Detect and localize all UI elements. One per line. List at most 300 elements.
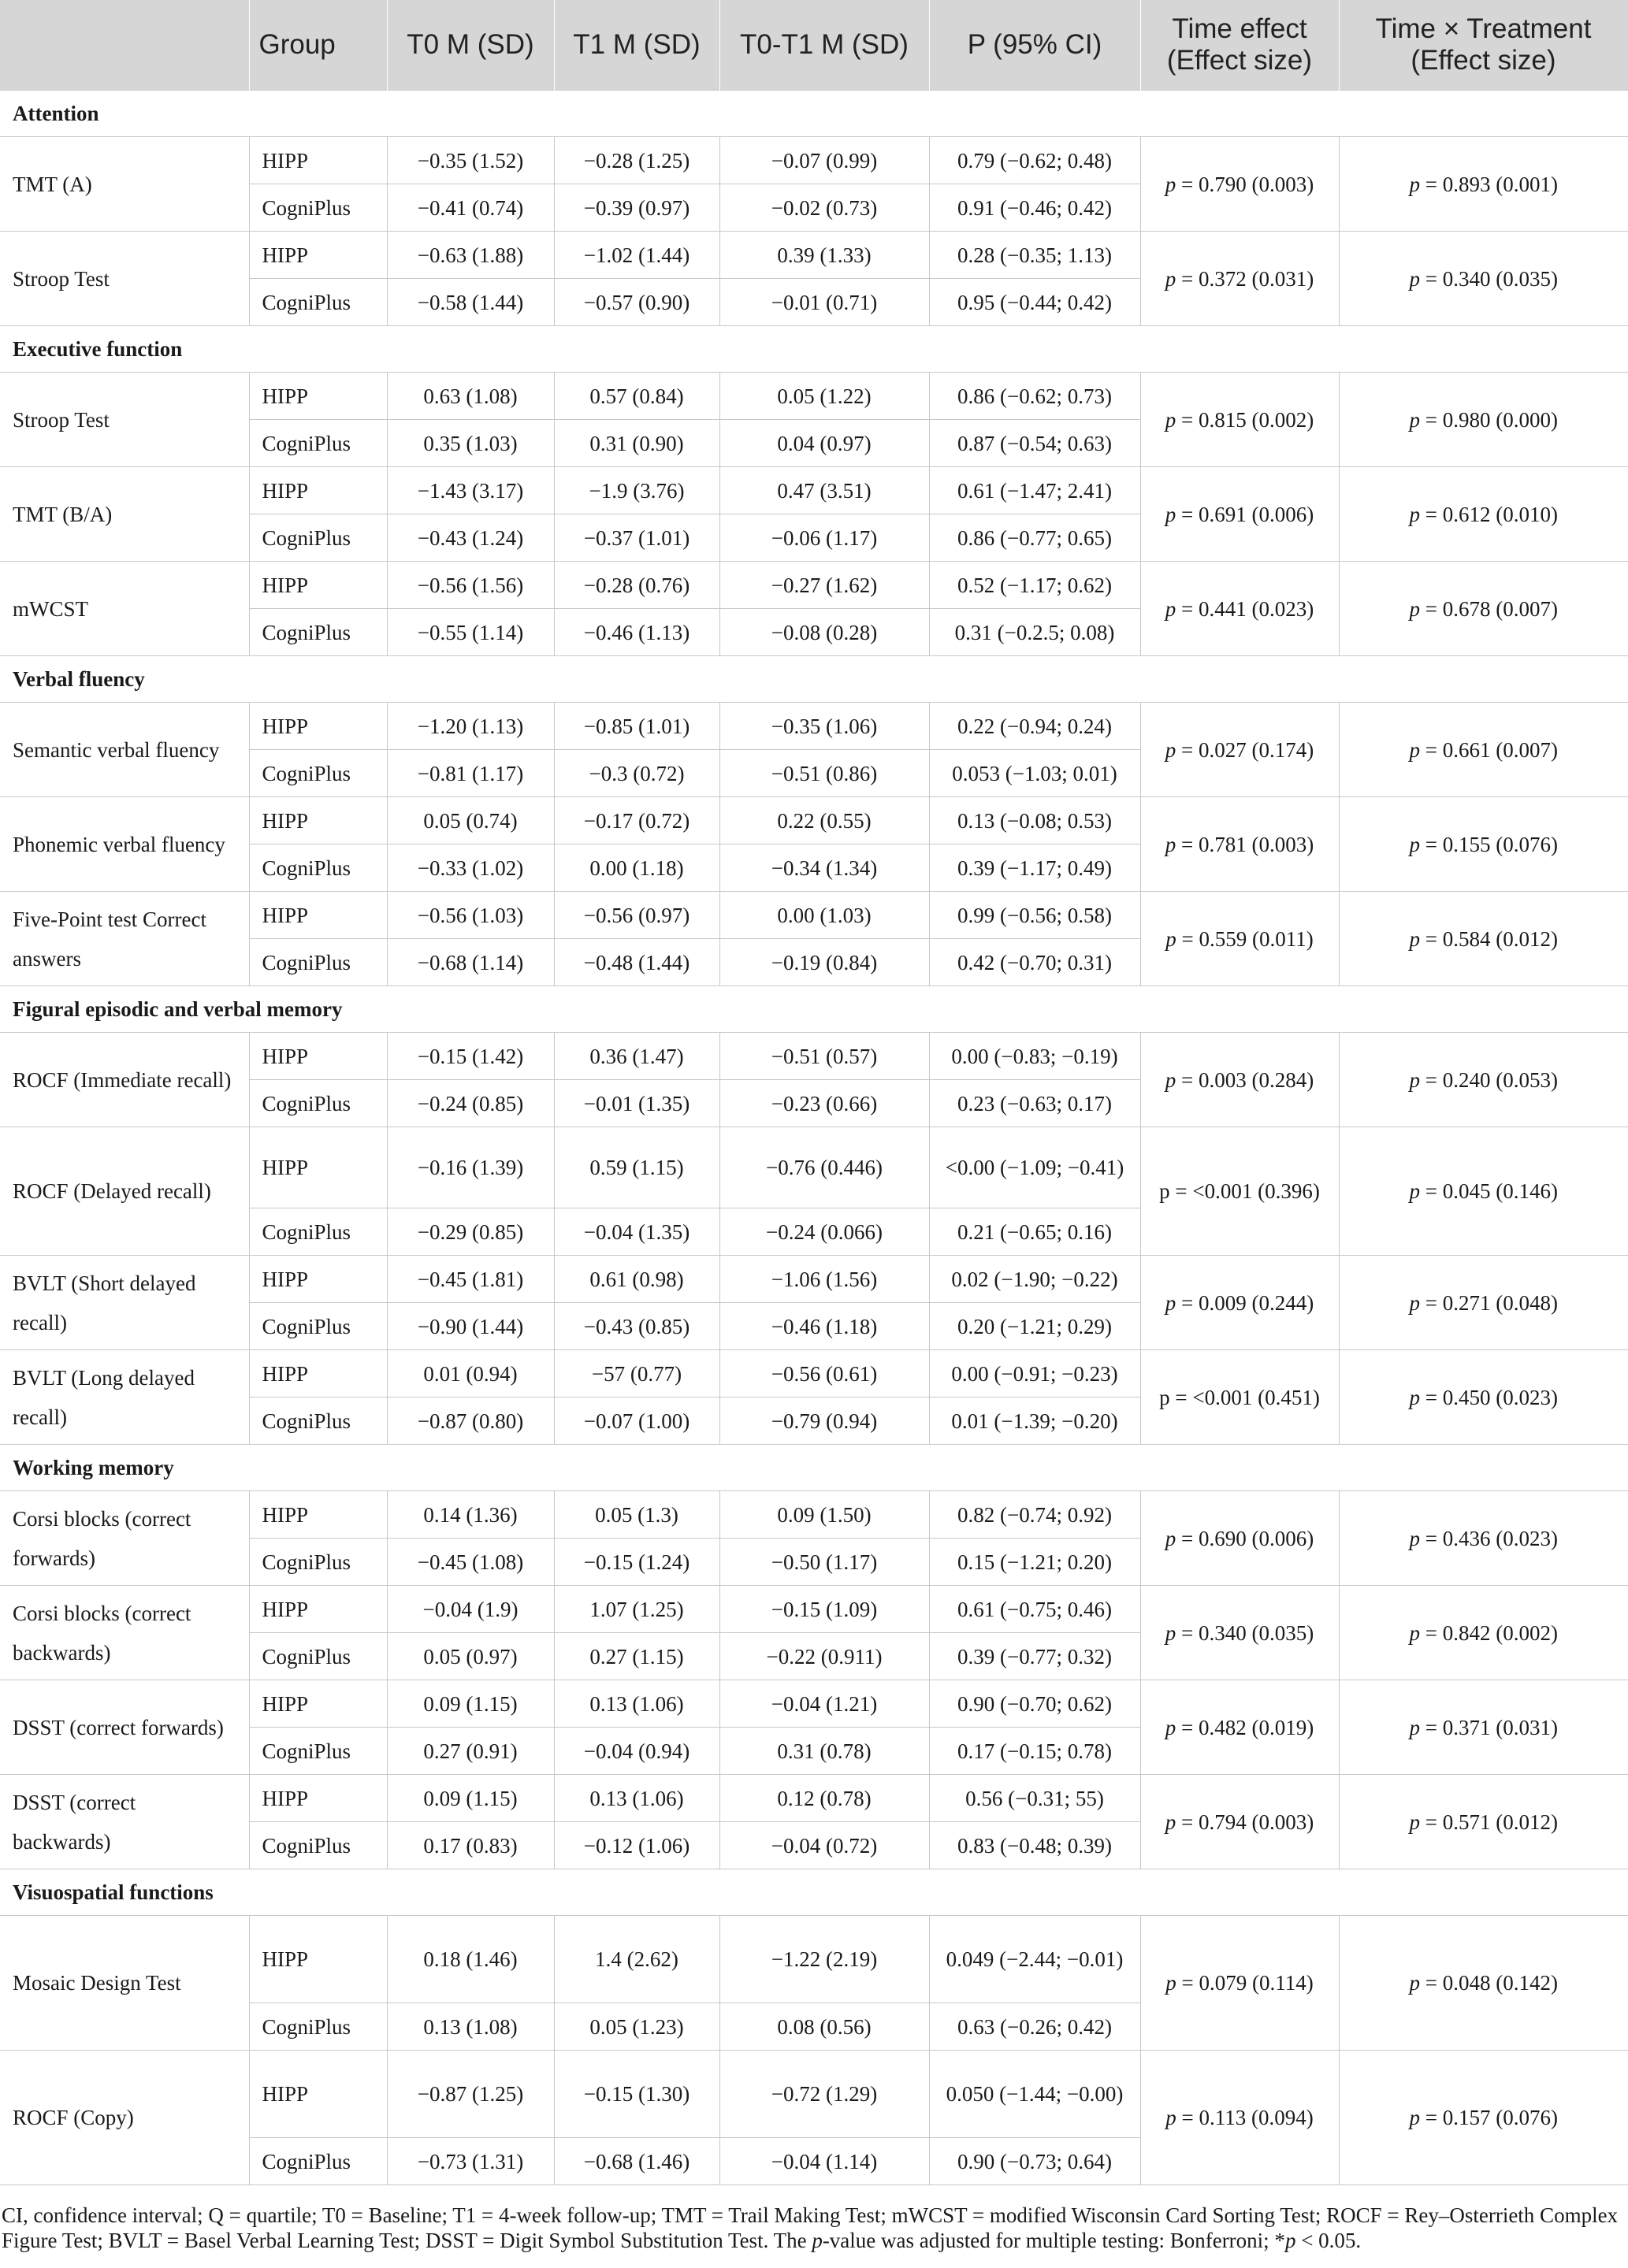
- p-ci-cell: 0.83 (−0.48; 0.39): [929, 1822, 1140, 1869]
- group-cell: HIPP: [249, 1775, 387, 1822]
- header-group: Group: [249, 0, 387, 91]
- p-symbol: p: [1165, 2106, 1176, 2129]
- table-row: [0, 373, 1628, 420]
- interaction-cell: [1339, 1916, 1628, 2051]
- table-row: [0, 1586, 1628, 1633]
- p-symbol: p: [1409, 172, 1421, 196]
- group-cell: CogniPlus: [249, 184, 387, 232]
- time-effect-cell: [1140, 1680, 1339, 1775]
- p-symbol: p: [1165, 1971, 1176, 1995]
- t1-cell: 0.31 (0.90): [554, 420, 719, 467]
- group-cell: HIPP: [249, 1256, 387, 1303]
- table-row: [0, 1033, 1628, 1080]
- diff-cell: −0.35 (1.06): [719, 703, 929, 750]
- time-effect-value: = 0.441 (0.023): [1181, 596, 1314, 621]
- category-row: [0, 326, 1628, 373]
- diff-cell: 0.39 (1.33): [719, 232, 929, 279]
- group-cell: HIPP: [249, 137, 387, 184]
- p-symbol: p: [1409, 1290, 1421, 1315]
- time-effect-value: = 0.113 (0.094): [1181, 2106, 1314, 2129]
- interaction-value: = 0.371 (0.031): [1425, 1715, 1558, 1739]
- group-cell: CogniPlus: [249, 844, 387, 892]
- category-label: Figural episodic and verbal memory: [0, 986, 1628, 1033]
- p-symbol: p: [1165, 502, 1176, 526]
- group-cell: CogniPlus: [249, 1303, 387, 1350]
- table-row: [0, 892, 1628, 939]
- interaction-value: = 0.340 (0.035): [1425, 266, 1558, 291]
- group-cell: HIPP: [249, 892, 387, 939]
- p-symbol: p: [1409, 926, 1421, 951]
- p-ci-cell: 0.22 (−0.94; 0.24): [929, 703, 1140, 750]
- p-ci-cell: 0.39 (−0.77; 0.32): [929, 1633, 1140, 1680]
- group-cell: CogniPlus: [249, 1208, 387, 1256]
- test-name: Mosaic Design Test: [0, 1916, 249, 2051]
- time-effect-cell: [1140, 1491, 1339, 1586]
- diff-cell: −0.08 (0.28): [719, 609, 929, 656]
- time-effect-value: = 0.079 (0.114): [1181, 1971, 1314, 1995]
- diff-cell: −1.06 (1.56): [719, 1256, 929, 1303]
- diff-cell: 0.04 (0.97): [719, 420, 929, 467]
- p-symbol: p: [1159, 1385, 1170, 1409]
- t1-cell: 0.00 (1.18): [554, 844, 719, 892]
- interaction-cell: [1339, 1127, 1628, 1256]
- p-symbol: p: [1409, 1067, 1421, 1092]
- t1-cell: −0.04 (0.94): [554, 1728, 719, 1775]
- p-symbol: p: [1165, 832, 1176, 856]
- interaction-cell: [1339, 1350, 1628, 1445]
- time-effect-cell: [1140, 1256, 1339, 1350]
- p-ci-cell: 0.82 (−0.74; 0.92): [929, 1491, 1140, 1539]
- interaction-value: = 0.661 (0.007): [1425, 737, 1558, 762]
- p-ci-cell: 0.00 (−0.91; −0.23): [929, 1350, 1140, 1398]
- p-ci-cell: 0.86 (−0.77; 0.65): [929, 514, 1140, 562]
- t1-cell: −0.3 (0.72): [554, 750, 719, 797]
- p-ci-cell: 0.21 (−0.65; 0.16): [929, 1208, 1140, 1256]
- test-name: TMT (A): [0, 137, 249, 232]
- t0-cell: −0.41 (0.74): [387, 184, 554, 232]
- group-cell: CogniPlus: [249, 420, 387, 467]
- t0-cell: −0.45 (1.08): [387, 1539, 554, 1586]
- time-effect-cell: [1140, 797, 1339, 892]
- t0-cell: 0.05 (0.97): [387, 1633, 554, 1680]
- time-effect-cell: [1140, 1775, 1339, 1869]
- time-effect-cell: [1140, 1127, 1339, 1256]
- diff-cell: −0.24 (0.066): [719, 1208, 929, 1256]
- t0-cell: −0.16 (1.39): [387, 1127, 554, 1208]
- test-name: Stroop Test: [0, 373, 249, 467]
- t0-cell: −0.45 (1.81): [387, 1256, 554, 1303]
- p-ci-cell: 0.90 (−0.73; 0.64): [929, 2138, 1140, 2185]
- table-footnote: [0, 2203, 1628, 2253]
- p-symbol: p: [1409, 407, 1421, 432]
- t0-cell: −0.56 (1.03): [387, 892, 554, 939]
- table-body: [0, 91, 1628, 2185]
- diff-cell: −0.50 (1.17): [719, 1539, 929, 1586]
- p-symbol: p: [1409, 1971, 1421, 1995]
- group-cell: CogniPlus: [249, 1633, 387, 1680]
- group-cell: CogniPlus: [249, 939, 387, 986]
- t1-cell: −0.46 (1.13): [554, 609, 719, 656]
- t0-cell: −0.81 (1.17): [387, 750, 554, 797]
- t1-cell: 0.05 (1.3): [554, 1491, 719, 1539]
- time-effect-value: = 0.027 (0.174): [1181, 737, 1314, 762]
- interaction-value: = 0.571 (0.012): [1425, 1810, 1558, 1834]
- diff-cell: 0.08 (0.56): [719, 2003, 929, 2051]
- t1-cell: 0.05 (1.23): [554, 2003, 719, 2051]
- table-row: [0, 703, 1628, 750]
- diff-cell: −0.04 (1.14): [719, 2138, 929, 2185]
- p-ci-cell: 0.050 (−1.44; −0.00): [929, 2051, 1140, 2138]
- time-effect-value: = 0.790 (0.003): [1181, 172, 1314, 196]
- category-label: Attention: [0, 91, 1628, 137]
- test-name: mWCST: [0, 562, 249, 656]
- interaction-cell: [1339, 1775, 1628, 1869]
- t1-cell: −0.28 (1.25): [554, 137, 719, 184]
- t0-cell: −1.43 (3.17): [387, 467, 554, 514]
- t1-cell: −0.12 (1.06): [554, 1822, 719, 1869]
- t1-cell: −0.68 (1.46): [554, 2138, 719, 2185]
- diff-cell: −0.04 (1.21): [719, 1680, 929, 1728]
- p-ci-cell: 0.15 (−1.21; 0.20): [929, 1539, 1140, 1586]
- p-symbol: p: [1165, 596, 1176, 621]
- table-header: [0, 0, 1628, 91]
- category-row: [0, 1869, 1628, 1916]
- test-name: DSST (correct forwards): [0, 1680, 249, 1775]
- t1-cell: 1.07 (1.25): [554, 1586, 719, 1633]
- p-ci-cell: 0.91 (−0.46; 0.42): [929, 184, 1140, 232]
- diff-cell: 0.31 (0.78): [719, 1728, 929, 1775]
- category-label: Visuospatial functions: [0, 1869, 1628, 1916]
- t0-cell: 0.01 (0.94): [387, 1350, 554, 1398]
- test-name: ROCF (Copy): [0, 2051, 249, 2185]
- p-symbol: p: [1165, 1810, 1176, 1834]
- diff-cell: −0.79 (0.94): [719, 1398, 929, 1445]
- t0-cell: −0.63 (1.88): [387, 232, 554, 279]
- p-symbol: p: [1409, 596, 1421, 621]
- diff-cell: −1.22 (2.19): [719, 1916, 929, 2003]
- category-row: [0, 1445, 1628, 1491]
- t1-cell: 0.36 (1.47): [554, 1033, 719, 1080]
- group-cell: CogniPlus: [249, 609, 387, 656]
- t0-cell: −0.58 (1.44): [387, 279, 554, 326]
- interaction-value: = 0.271 (0.048): [1425, 1290, 1558, 1315]
- time-effect-cell: [1140, 1916, 1339, 2051]
- group-cell: HIPP: [249, 797, 387, 844]
- table-row: [0, 467, 1628, 514]
- test-name: Phonemic verbal fluency: [0, 797, 249, 892]
- t1-cell: −0.17 (0.72): [554, 797, 719, 844]
- t0-cell: −0.90 (1.44): [387, 1303, 554, 1350]
- group-cell: CogniPlus: [249, 1728, 387, 1775]
- table-row: [0, 137, 1628, 184]
- t0-cell: −0.29 (0.85): [387, 1208, 554, 1256]
- diff-cell: −0.07 (0.99): [719, 137, 929, 184]
- t0-cell: −0.33 (1.02): [387, 844, 554, 892]
- diff-cell: −0.22 (0.911): [719, 1633, 929, 1680]
- interaction-cell: [1339, 1256, 1628, 1350]
- category-label: Verbal fluency: [0, 656, 1628, 703]
- diff-cell: −0.76 (0.446): [719, 1127, 929, 1208]
- interaction-value: = 0.678 (0.007): [1425, 596, 1558, 621]
- group-cell: HIPP: [249, 1680, 387, 1728]
- diff-cell: −0.51 (0.57): [719, 1033, 929, 1080]
- p-symbol: p: [1409, 1179, 1421, 1203]
- table-row: [0, 1127, 1628, 1208]
- interaction-value: = 0.893 (0.001): [1425, 172, 1558, 196]
- t1-cell: −0.07 (1.00): [554, 1398, 719, 1445]
- p-symbol: p: [1165, 1290, 1176, 1315]
- time-effect-cell: [1140, 2051, 1339, 2185]
- t1-cell: −0.01 (1.35): [554, 1080, 719, 1127]
- test-name: DSST (correct backwards): [0, 1775, 249, 1869]
- group-cell: HIPP: [249, 1916, 387, 2003]
- group-cell: CogniPlus: [249, 1080, 387, 1127]
- time-effect-cell: [1140, 373, 1339, 467]
- time-effect-value: = 0.794 (0.003): [1181, 1810, 1314, 1834]
- test-name: Stroop Test: [0, 232, 249, 326]
- t1-cell: −0.04 (1.35): [554, 1208, 719, 1256]
- footnote-text: < 0.05.: [1295, 2229, 1362, 2252]
- interaction-cell: [1339, 1033, 1628, 1127]
- time-effect-value: = 0.340 (0.035): [1181, 1620, 1314, 1645]
- t1-cell: −0.57 (0.90): [554, 279, 719, 326]
- header-t1: T1 M (SD): [554, 0, 719, 91]
- time-effect-cell: [1140, 703, 1339, 797]
- p-ci-cell: 0.00 (−0.83; −0.19): [929, 1033, 1140, 1080]
- table-row: [0, 1680, 1628, 1728]
- group-cell: HIPP: [249, 1127, 387, 1208]
- interaction-value: = 0.450 (0.023): [1425, 1385, 1558, 1409]
- diff-cell: −0.56 (0.61): [719, 1350, 929, 1398]
- header-interaction: Time × Treatment (Effect size): [1339, 0, 1628, 91]
- t0-cell: 0.09 (1.15): [387, 1680, 554, 1728]
- time-effect-value: = 0.372 (0.031): [1181, 266, 1314, 291]
- time-effect-cell: [1140, 1033, 1339, 1127]
- p-ci-cell: 0.87 (−0.54; 0.63): [929, 420, 1140, 467]
- group-cell: CogniPlus: [249, 279, 387, 326]
- t1-cell: −1.9 (3.76): [554, 467, 719, 514]
- group-cell: CogniPlus: [249, 750, 387, 797]
- time-effect-value: = <0.001 (0.451): [1175, 1385, 1320, 1409]
- time-effect-cell: [1140, 467, 1339, 562]
- p-symbol: p: [1165, 1620, 1176, 1645]
- time-effect-cell: [1140, 1586, 1339, 1680]
- p-symbol: p: [1165, 1067, 1176, 1092]
- p-symbol: p: [1409, 266, 1421, 291]
- test-name: Five-Point test Correct answers: [0, 892, 249, 986]
- t1-cell: −0.28 (0.76): [554, 562, 719, 609]
- group-cell: CogniPlus: [249, 1539, 387, 1586]
- category-row: [0, 91, 1628, 137]
- t0-cell: −0.68 (1.14): [387, 939, 554, 986]
- p-symbol: p: [1409, 832, 1421, 856]
- header-t0: T0 M (SD): [387, 0, 554, 91]
- t0-cell: 0.09 (1.15): [387, 1775, 554, 1822]
- p-ci-cell: 0.28 (−0.35; 1.13): [929, 232, 1140, 279]
- interaction-cell: [1339, 797, 1628, 892]
- t1-cell: 0.57 (0.84): [554, 373, 719, 420]
- p-ci-cell: 0.053 (−1.03; 0.01): [929, 750, 1140, 797]
- p-symbol: p: [1165, 172, 1176, 196]
- diff-cell: −0.23 (0.66): [719, 1080, 929, 1127]
- test-name: ROCF (Immediate recall): [0, 1033, 249, 1127]
- header-blank: [0, 0, 249, 91]
- group-cell: CogniPlus: [249, 2003, 387, 2051]
- group-cell: HIPP: [249, 703, 387, 750]
- t1-cell: −0.37 (1.01): [554, 514, 719, 562]
- p-symbol: p: [1159, 1179, 1170, 1203]
- time-effect-value: = <0.001 (0.396): [1175, 1179, 1320, 1203]
- table-row: [0, 2051, 1628, 2138]
- p-ci-cell: 0.86 (−0.62; 0.73): [929, 373, 1140, 420]
- t0-cell: 0.18 (1.46): [387, 1916, 554, 2003]
- interaction-cell: [1339, 1586, 1628, 1680]
- table-row: [0, 1491, 1628, 1539]
- interaction-cell: [1339, 892, 1628, 986]
- p-symbol: p: [1165, 737, 1176, 762]
- diff-cell: 0.00 (1.03): [719, 892, 929, 939]
- p-ci-cell: 0.61 (−1.47; 2.41): [929, 467, 1140, 514]
- p-ci-cell: 0.39 (−1.17; 0.49): [929, 844, 1140, 892]
- diff-cell: 0.12 (0.78): [719, 1775, 929, 1822]
- t1-cell: 0.27 (1.15): [554, 1633, 719, 1680]
- t1-cell: −0.15 (1.30): [554, 2051, 719, 2138]
- category-label: Working memory: [0, 1445, 1628, 1491]
- t1-cell: −0.56 (0.97): [554, 892, 719, 939]
- interaction-cell: [1339, 373, 1628, 467]
- t0-cell: −0.15 (1.42): [387, 1033, 554, 1080]
- footnote-text: Figure Test; BVLT = Basel Verbal Learning Test; DSST = Digit Symbol Substitution Test. The: [2, 2229, 812, 2252]
- table-row: [0, 797, 1628, 844]
- test-name: Corsi blocks (correct backwards): [0, 1586, 249, 1680]
- time-effect-cell: [1140, 137, 1339, 232]
- p-symbol: p: [1165, 407, 1176, 432]
- p-ci-cell: 0.20 (−1.21; 0.29): [929, 1303, 1140, 1350]
- group-cell: HIPP: [249, 1491, 387, 1539]
- diff-cell: 0.22 (0.55): [719, 797, 929, 844]
- group-cell: HIPP: [249, 1586, 387, 1633]
- test-name: TMT (B/A): [0, 467, 249, 562]
- test-name: ROCF (Delayed recall): [0, 1127, 249, 1256]
- t0-cell: −0.24 (0.85): [387, 1080, 554, 1127]
- diff-cell: −0.01 (0.71): [719, 279, 929, 326]
- p-ci-cell: 0.99 (−0.56; 0.58): [929, 892, 1140, 939]
- t1-cell: −0.15 (1.24): [554, 1539, 719, 1586]
- diff-cell: −0.15 (1.09): [719, 1586, 929, 1633]
- interaction-value: = 0.436 (0.023): [1425, 1526, 1558, 1550]
- t0-cell: −0.87 (1.25): [387, 2051, 554, 2138]
- interaction-value: = 0.584 (0.012): [1425, 926, 1558, 951]
- diff-cell: −0.51 (0.86): [719, 750, 929, 797]
- diff-cell: −0.02 (0.73): [719, 184, 929, 232]
- p-symbol: p: [1409, 1620, 1421, 1645]
- p-symbol: p: [1165, 266, 1176, 291]
- time-effect-cell: [1140, 1350, 1339, 1445]
- p-symbol: p: [1165, 926, 1176, 951]
- p-ci-cell: 0.90 (−0.70; 0.62): [929, 1680, 1140, 1728]
- time-effect-cell: [1140, 892, 1339, 986]
- time-effect-value: = 0.781 (0.003): [1181, 832, 1314, 856]
- diff-cell: −0.72 (1.29): [719, 2051, 929, 2138]
- p-symbol: p: [1409, 502, 1421, 526]
- table-row: [0, 1350, 1628, 1398]
- p-ci-cell: 0.56 (−0.31; 55): [929, 1775, 1140, 1822]
- group-cell: HIPP: [249, 2051, 387, 2138]
- test-name: Corsi blocks (correct forwards): [0, 1491, 249, 1586]
- category-row: [0, 986, 1628, 1033]
- table-row: [0, 1775, 1628, 1822]
- header-p-ci: P (95% CI): [929, 0, 1140, 91]
- p-symbol: p: [1165, 1526, 1176, 1550]
- p-ci-cell: 0.02 (−1.90; −0.22): [929, 1256, 1140, 1303]
- t0-cell: 0.35 (1.03): [387, 420, 554, 467]
- footnote-line-2: [0, 2228, 1628, 2253]
- interaction-cell: [1339, 562, 1628, 656]
- t1-cell: 0.13 (1.06): [554, 1680, 719, 1728]
- diff-cell: −0.19 (0.84): [719, 939, 929, 986]
- p-symbol: p: [1409, 737, 1421, 762]
- time-effect-value: = 0.815 (0.002): [1181, 407, 1314, 432]
- interaction-cell: [1339, 232, 1628, 326]
- t1-cell: 0.59 (1.15): [554, 1127, 719, 1208]
- time-effect-value: = 0.482 (0.019): [1181, 1715, 1314, 1739]
- footnote-text: -value was adjusted for multiple testing: Bonferroni; *: [822, 2229, 1285, 2252]
- diff-cell: 0.05 (1.22): [719, 373, 929, 420]
- header-time-effect: Time effect (Effect size): [1140, 0, 1339, 91]
- t1-cell: −57 (0.77): [554, 1350, 719, 1398]
- t0-cell: −0.73 (1.31): [387, 2138, 554, 2185]
- p-symbol: p: [1409, 1810, 1421, 1834]
- interaction-value: = 0.157 (0.076): [1425, 2106, 1558, 2129]
- t0-cell: 0.13 (1.08): [387, 2003, 554, 2051]
- diff-cell: −0.34 (1.34): [719, 844, 929, 892]
- p-ci-cell: 0.17 (−0.15; 0.78): [929, 1728, 1140, 1775]
- test-name: BVLT (Long delayed recall): [0, 1350, 249, 1445]
- interaction-cell: [1339, 2051, 1628, 2185]
- p-symbol: p: [1409, 1385, 1421, 1409]
- interaction-value: = 0.980 (0.000): [1425, 407, 1558, 432]
- diff-cell: −0.46 (1.18): [719, 1303, 929, 1350]
- t1-cell: 0.13 (1.06): [554, 1775, 719, 1822]
- interaction-cell: [1339, 137, 1628, 232]
- p-ci-cell: 0.63 (−0.26; 0.42): [929, 2003, 1140, 2051]
- t1-cell: 1.4 (2.62): [554, 1916, 719, 2003]
- header-diff: T0-T1 M (SD): [719, 0, 929, 91]
- interaction-value: = 0.048 (0.142): [1425, 1971, 1558, 1995]
- p-ci-cell: 0.23 (−0.63; 0.17): [929, 1080, 1140, 1127]
- interaction-cell: [1339, 703, 1628, 797]
- p-ci-cell: 0.049 (−2.44; −0.01): [929, 1916, 1140, 2003]
- p-symbol: p: [1165, 1715, 1176, 1739]
- p-ci-cell: 0.31 (−0.2.5; 0.08): [929, 609, 1140, 656]
- category-row: [0, 656, 1628, 703]
- time-effect-value: = 0.559 (0.011): [1181, 926, 1314, 951]
- p-ci-cell: <0.00 (−1.09; −0.41): [929, 1127, 1140, 1208]
- time-effect-value: = 0.691 (0.006): [1181, 502, 1314, 526]
- group-cell: CogniPlus: [249, 1398, 387, 1445]
- t0-cell: −0.87 (0.80): [387, 1398, 554, 1445]
- p-ci-cell: 0.52 (−1.17; 0.62): [929, 562, 1140, 609]
- t0-cell: −0.04 (1.9): [387, 1586, 554, 1633]
- p-ci-cell: 0.95 (−0.44; 0.42): [929, 279, 1140, 326]
- interaction-value: = 0.155 (0.076): [1425, 832, 1558, 856]
- t1-cell: −0.43 (0.85): [554, 1303, 719, 1350]
- category-label: Executive function: [0, 326, 1628, 373]
- p-ci-cell: 0.61 (−0.75; 0.46): [929, 1586, 1140, 1633]
- group-cell: HIPP: [249, 562, 387, 609]
- t0-cell: −0.55 (1.14): [387, 609, 554, 656]
- diff-cell: −0.27 (1.62): [719, 562, 929, 609]
